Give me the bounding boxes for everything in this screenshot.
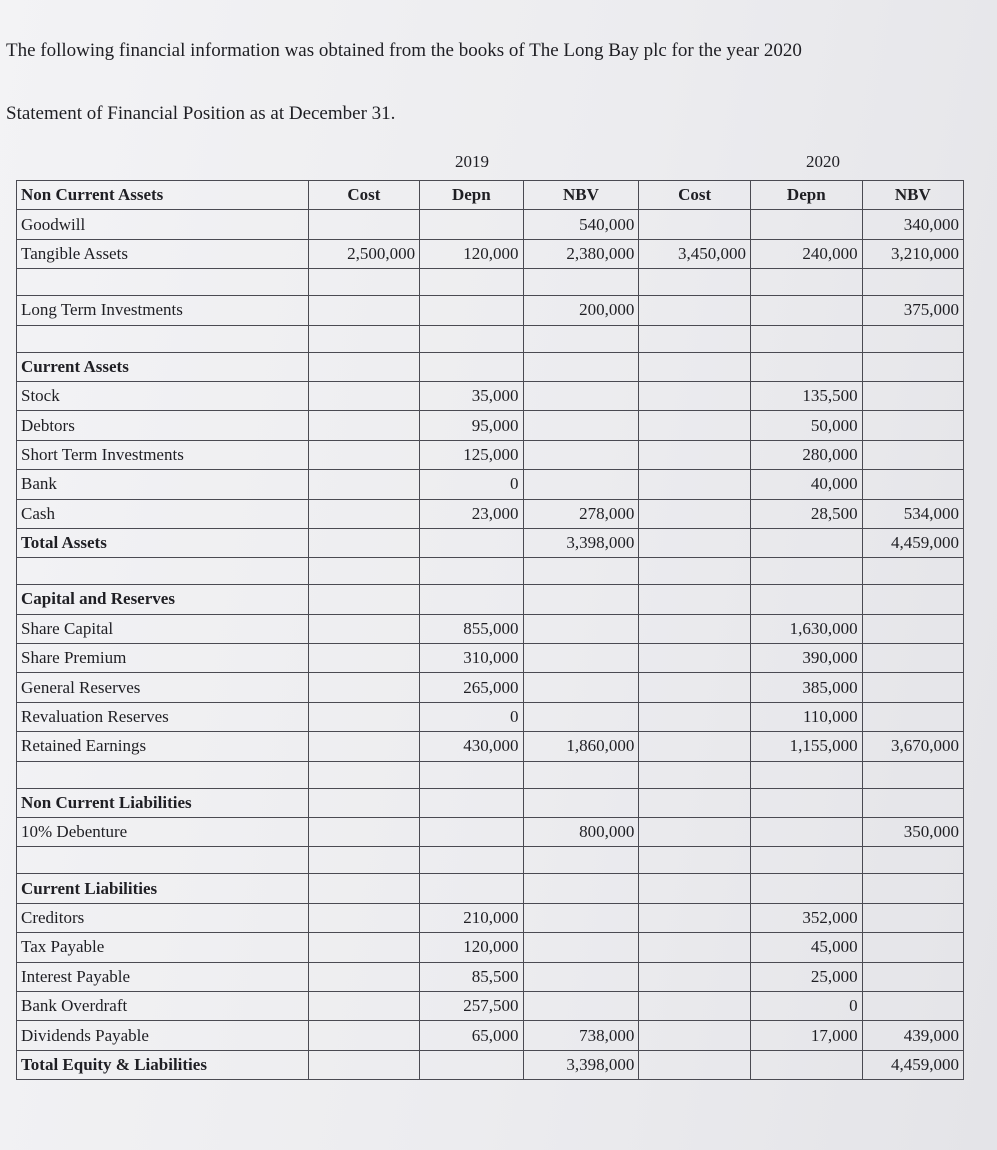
year-2020-label: 2020 bbox=[806, 152, 840, 171]
row-label: Long Term Investments bbox=[17, 296, 309, 325]
table-row bbox=[17, 440, 964, 469]
cell-value: 23,000 bbox=[420, 499, 523, 528]
row-label: Dividends Payable bbox=[17, 1021, 309, 1050]
row-label: Tangible Assets bbox=[17, 239, 309, 268]
row-label: Revaluation Reserves bbox=[17, 702, 309, 731]
cell-value: 385,000 bbox=[750, 673, 862, 702]
table-row bbox=[17, 732, 964, 761]
cell-value: 3,450,000 bbox=[639, 239, 751, 268]
section-header-row bbox=[17, 788, 964, 817]
cell-value: 257,500 bbox=[420, 991, 523, 1020]
row-label: Debtors bbox=[17, 411, 309, 440]
cell-total: 3,398,000 bbox=[523, 1050, 639, 1079]
row-label: Interest Payable bbox=[17, 962, 309, 991]
cell-value: 430,000 bbox=[420, 732, 523, 761]
row-label: General Reserves bbox=[17, 673, 309, 702]
col-cost-2019: Cost bbox=[308, 181, 420, 210]
cell-total: 278,000 bbox=[523, 499, 639, 528]
cell-value: 240,000 bbox=[750, 239, 862, 268]
cell-total: 3,398,000 bbox=[523, 528, 639, 557]
section-title: Capital and Reserves bbox=[17, 585, 309, 614]
cell-value: 1,630,000 bbox=[750, 614, 862, 643]
cell-value: 40,000 bbox=[750, 470, 862, 499]
col-cost-2020: Cost bbox=[639, 181, 751, 210]
row-label: Tax Payable bbox=[17, 933, 309, 962]
cell-total: 534,000 bbox=[862, 499, 963, 528]
cell-value: 125,000 bbox=[420, 440, 523, 469]
cell-value: 2,500,000 bbox=[308, 239, 420, 268]
cell-total: 738,000 bbox=[523, 1021, 639, 1050]
cell-value: 3,210,000 bbox=[862, 239, 963, 268]
table-row bbox=[17, 614, 964, 643]
col-depn-2020: Depn bbox=[750, 181, 862, 210]
cell-value: 210,000 bbox=[420, 903, 523, 932]
row-label: 10% Debenture bbox=[17, 818, 309, 847]
section-title: Non Current Assets bbox=[17, 181, 309, 210]
row-label: Goodwill bbox=[17, 210, 309, 239]
cell-value: 65,000 bbox=[420, 1021, 523, 1050]
total-row bbox=[17, 528, 964, 557]
table-row bbox=[17, 644, 964, 673]
total-row bbox=[17, 1050, 964, 1079]
col-nbv-2019: NBV bbox=[523, 181, 639, 210]
cell-value: 0 bbox=[420, 702, 523, 731]
cell-total: 1,860,000 bbox=[523, 732, 639, 761]
row-label: Short Term Investments bbox=[17, 440, 309, 469]
row-label: Bank bbox=[17, 470, 309, 499]
cell-value: 1,155,000 bbox=[750, 732, 862, 761]
cell-value: 375,000 bbox=[862, 296, 963, 325]
spacer-row bbox=[17, 847, 964, 874]
section-title: Non Current Liabilities bbox=[17, 788, 309, 817]
cell-total: 800,000 bbox=[523, 818, 639, 847]
cell-total: 4,459,000 bbox=[862, 528, 963, 557]
cell-total: 3,670,000 bbox=[862, 732, 963, 761]
cell-value: 2,380,000 bbox=[523, 239, 639, 268]
section-header-row bbox=[17, 585, 964, 614]
financial-position-table bbox=[16, 180, 964, 1080]
table-row bbox=[17, 470, 964, 499]
cell-value: 352,000 bbox=[750, 903, 862, 932]
section-header-row bbox=[17, 874, 964, 903]
section-header-row bbox=[17, 352, 964, 381]
spacer-row bbox=[17, 325, 964, 352]
table-row bbox=[17, 411, 964, 440]
cell-value: 855,000 bbox=[420, 614, 523, 643]
statement-title: Statement of Financial Position as at December 31. bbox=[6, 103, 396, 124]
intro-text: The following financial information was obtained from the books of The Long Bay plc for the year 2020 bbox=[6, 40, 802, 61]
section-title: Current Assets bbox=[17, 352, 309, 381]
year-2019-label: 2019 bbox=[455, 152, 489, 171]
table-row bbox=[17, 673, 964, 702]
cell-value: 540,000 bbox=[523, 210, 639, 239]
cell-value: 340,000 bbox=[862, 210, 963, 239]
table-row bbox=[17, 933, 964, 962]
table-row bbox=[17, 296, 964, 325]
table-row bbox=[17, 210, 964, 239]
spacer-row bbox=[17, 558, 964, 585]
header-row bbox=[17, 181, 964, 210]
cell-value: 0 bbox=[750, 991, 862, 1020]
cell-value: 120,000 bbox=[420, 933, 523, 962]
cell-total: 350,000 bbox=[862, 818, 963, 847]
cell-value: 17,000 bbox=[750, 1021, 862, 1050]
cell-value: 120,000 bbox=[420, 239, 523, 268]
cell-value: 25,000 bbox=[750, 962, 862, 991]
cell-value: 28,500 bbox=[750, 499, 862, 528]
cell-value: 95,000 bbox=[420, 411, 523, 440]
cell-value: 35,000 bbox=[420, 381, 523, 410]
row-label: Creditors bbox=[17, 903, 309, 932]
col-depn-2019: Depn bbox=[420, 181, 523, 210]
col-nbv-2020: NBV bbox=[862, 181, 963, 210]
table-row bbox=[17, 499, 964, 528]
table-row bbox=[17, 702, 964, 731]
table-row bbox=[17, 239, 964, 268]
cell-total: 439,000 bbox=[862, 1021, 963, 1050]
table-row bbox=[17, 1021, 964, 1050]
section-title: Current Liabilities bbox=[17, 874, 309, 903]
spacer-row bbox=[17, 269, 964, 296]
cell-value: 45,000 bbox=[750, 933, 862, 962]
row-label: Share Premium bbox=[17, 644, 309, 673]
cell-value: 110,000 bbox=[750, 702, 862, 731]
row-label: Total Equity & Liabilities bbox=[17, 1050, 309, 1079]
table-row bbox=[17, 962, 964, 991]
cell-total: 4,459,000 bbox=[862, 1050, 963, 1079]
table-row bbox=[17, 991, 964, 1020]
cell-value: 135,500 bbox=[750, 381, 862, 410]
cell-value: 280,000 bbox=[750, 440, 862, 469]
row-label: Stock bbox=[17, 381, 309, 410]
table-row bbox=[17, 381, 964, 410]
table-row bbox=[17, 818, 964, 847]
cell-value: 50,000 bbox=[750, 411, 862, 440]
spacer-row bbox=[17, 761, 964, 788]
cell-value: 200,000 bbox=[523, 296, 639, 325]
cell-value: 310,000 bbox=[420, 644, 523, 673]
cell-value: 390,000 bbox=[750, 644, 862, 673]
cell-value: 0 bbox=[420, 470, 523, 499]
row-label: Share Capital bbox=[17, 614, 309, 643]
row-label: Retained Earnings bbox=[17, 732, 309, 761]
cell-value: 265,000 bbox=[420, 673, 523, 702]
cell-value: 85,500 bbox=[420, 962, 523, 991]
row-label: Total Assets bbox=[17, 528, 309, 557]
table-row bbox=[17, 903, 964, 932]
row-label: Cash bbox=[17, 499, 309, 528]
row-label: Bank Overdraft bbox=[17, 991, 309, 1020]
